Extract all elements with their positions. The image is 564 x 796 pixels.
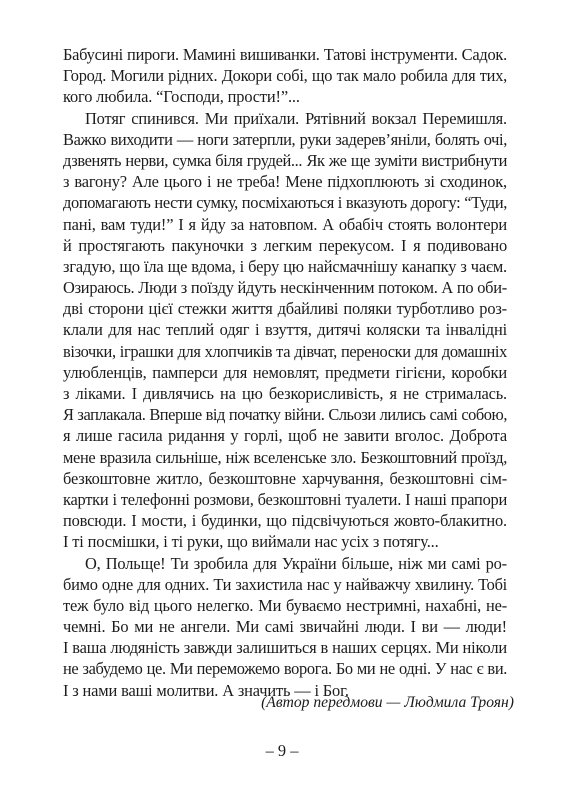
text-line: Бабусині пироги. Мамині вишиванки. Татові інструменти. Садок.	[63, 45, 507, 64]
text-line: не забудемо це. Ми переможемо ворога. Бо ми не одні. У нас є ви.	[63, 659, 507, 679]
text-line: картки і телефонні розмови, безкоштовні туалети. І наші прапори	[63, 489, 507, 509]
text-line: з ліками. І дивлячись на цю безкорисливість, я не стрималась.	[63, 384, 507, 403]
text-line: повсюди. І мости, і будинки, що підсвічуються жовто-блакитно.	[63, 511, 507, 531]
author-signature: (Автор передмови — Людмила Троян)	[261, 694, 514, 711]
text-line: Важко виходити — ноги затерпли, руки задерев’яніли, болять очі,	[63, 129, 507, 149]
page-number: – 9 –	[265, 741, 299, 760]
body-text	[63, 44, 507, 701]
text-line: клали для нас теплий одяг і взуття, дитячі коляски та інвалідні	[63, 320, 507, 340]
text-line: з вагону? Але цього і не треба! Мене підхоплюють зі сходинок,	[63, 172, 507, 192]
text-line: бимо одне для одних. Ти захистила нас у найважчу хвилину. Тобі	[63, 574, 507, 594]
text-line: дзвенять нерви, сумка біля грудей... Як же ще зуміти вистрибнути	[63, 150, 507, 170]
text-line: Озираюсь. Люди з поїзду йдуть нескінченним потоком. А по оби-	[63, 278, 507, 298]
text-line: Потяг спинився. Ми приїхали. Рятівний вокзал Перемишля.	[85, 108, 507, 128]
text-line: кого любила. “Господи, прости!”...	[63, 87, 300, 107]
text-line: О, Польще! Ти зробила для України більше, ніж ми самі ро-	[85, 553, 507, 573]
text-line: теж було від цього нелегко. Ми буваємо нестримні, нахабні, не-	[63, 595, 507, 615]
text-line: І з нами ваші молитви. А значить — і Бог.	[63, 680, 349, 700]
text-line: улюбленців, памперси для немовлят, предмети гігієни, коробки	[63, 362, 507, 382]
text-line: чемні. Бо ми не ангели. Ми самі звичайні люди. І ви — люди!	[63, 617, 507, 637]
text-line: мене вразила сильніше, ніж вселенське зло. Безкоштовний проїзд,	[63, 447, 507, 467]
text-line: І ваша людяність завжди залишиться в наших серцях. Ми ніколи	[63, 638, 507, 658]
text-line: я лише гасила ридання у горлі, щоб не завити вголос. Доброта	[63, 426, 507, 446]
text-line: пані, вам туди!” І я йду за натовпом. А обабіч стоять волонтери	[63, 214, 507, 234]
text-line: І ті посмішки, і ті руки, що виймали нас усіх з потягу...	[63, 532, 439, 552]
text-line: згадую, що їла ще вдома, і беру цю найсмачнішу канапку з чаєм.	[63, 256, 507, 276]
text-line: візочки, іграшки для хлопчиків та дівчат, переноски для домашніх	[63, 341, 507, 361]
text-line: Город. Могили рідних. Докори собі, що так мало робила для тих,	[63, 66, 507, 86]
text-line: Я заплакала. Вперше від початку війни. Сльози лились самі собою,	[63, 405, 507, 425]
text-line: дві сторони цієї стежки життя дбайливі поляки турботливо роз-	[63, 299, 507, 319]
text-line: й простягають пакуночки з легким перекусом. І я подивовано	[63, 235, 507, 255]
text-line: допомагають нести сумку, посміхаються і вказують дорогу: “Туди,	[63, 193, 507, 213]
text-line: безкоштовне житло, безкоштовне харчування, безкоштовні сім-	[63, 468, 507, 488]
